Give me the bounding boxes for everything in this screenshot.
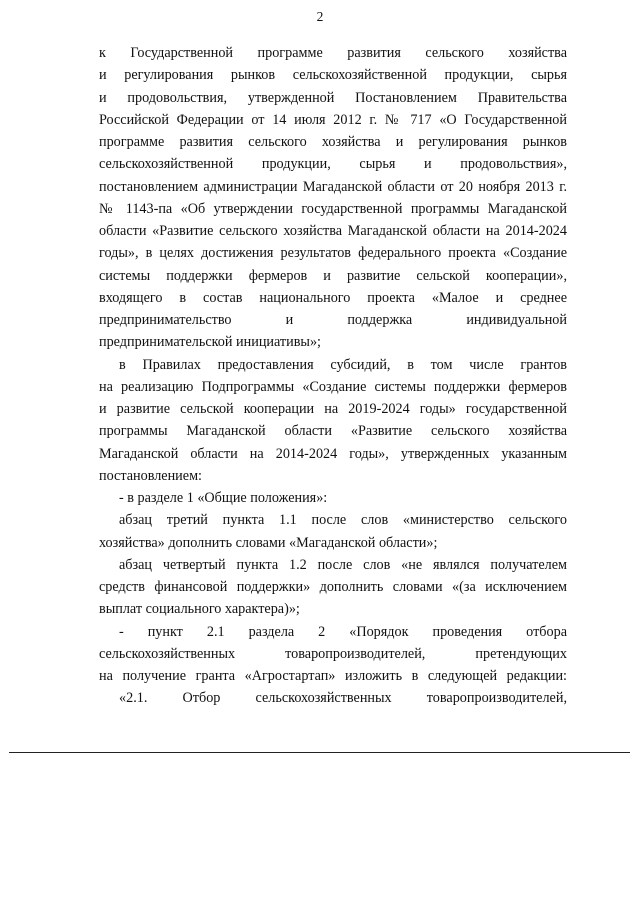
text-line: системы поддержки фермеров и развитие сельской кооперации», <box>99 267 567 284</box>
text-line: предпринимательство и поддержка индивидуальной <box>99 312 567 328</box>
text-line: постановлением администрации Магаданской области от 20 ноября 2013 г. <box>99 178 567 195</box>
text-line: предпринимательской инициативы»; <box>99 334 321 351</box>
text-line: программе развития сельского хозяйства и регулирования рынков <box>99 134 567 150</box>
document-body <box>99 42 567 710</box>
page-number: 2 <box>316 9 324 24</box>
text-line: и регулирования рынков сельскохозяйственной продукции, сырья <box>99 67 567 84</box>
text-line: годы», в целях достижения результатов федерального проекта «Создание <box>99 245 567 262</box>
text-line: и продовольствия, утвержденной Постановлением Правительства <box>99 89 567 106</box>
text-line: к Государственной программе развития сельского хозяйства <box>99 45 567 61</box>
text-line: средств финансовой поддержки» дополнить словами «(за исключением <box>99 579 567 595</box>
text-line: постановлением: <box>99 467 202 484</box>
text-line: Магаданской области на 2014-2024 годы», утвержденных указанным <box>99 445 567 462</box>
paragraph-first-line: в Правилах предоставления субсидий, в том числе грантов <box>119 356 567 373</box>
text-line: Российской Федерации от 14 июля 2012 г. № 717 «О Государственной <box>99 111 567 128</box>
horizontal-rule <box>9 752 630 753</box>
text-line: области «Развитие сельского хозяйства Магаданской области на 2014-2024 <box>99 223 567 239</box>
text-line: входящего в состав национального проекта «Малое и среднее <box>99 289 567 306</box>
text-line: сельскохозяйственных товаропроизводителей, претендующих <box>99 645 567 662</box>
paragraph-first-line: абзац третий пункта 1.1 после слов «министерство сельского <box>119 512 567 529</box>
paragraph-first-line: - в разделе 1 «Общие положения»: <box>119 490 328 506</box>
text-line: на реализацию Подпрограммы «Создание системы поддержки фермеров <box>99 378 567 395</box>
paragraph-first-line: - пункт 2.1 раздела 2 «Порядок проведения отбора <box>119 623 567 640</box>
paragraph-first-line: абзац четвертый пункта 1.2 после слов «не являлся получателем <box>119 556 567 573</box>
paragraph-first-line: «2.1. Отбор сельскохозяйственных товаропроизводителей, <box>119 690 567 707</box>
text-line: и развитие сельской кооперации на 2019-2024 годы» государственной <box>99 401 567 417</box>
text-line: хозяйства» дополнить словами «Магаданской области»; <box>99 534 438 551</box>
text-line: на получение гранта «Агростартап» изложить в следующей редакции: <box>99 668 567 684</box>
text-line: сельскохозяйственной продукции, сырья и продовольствия», <box>99 156 567 173</box>
text-line: программы Магаданской области «Развитие сельского хозяйства <box>99 423 567 440</box>
text-line: выплат социального характера)»; <box>99 601 300 618</box>
text-line: № 1143-па «Об утверждении государственной программы Магаданской <box>99 200 567 217</box>
